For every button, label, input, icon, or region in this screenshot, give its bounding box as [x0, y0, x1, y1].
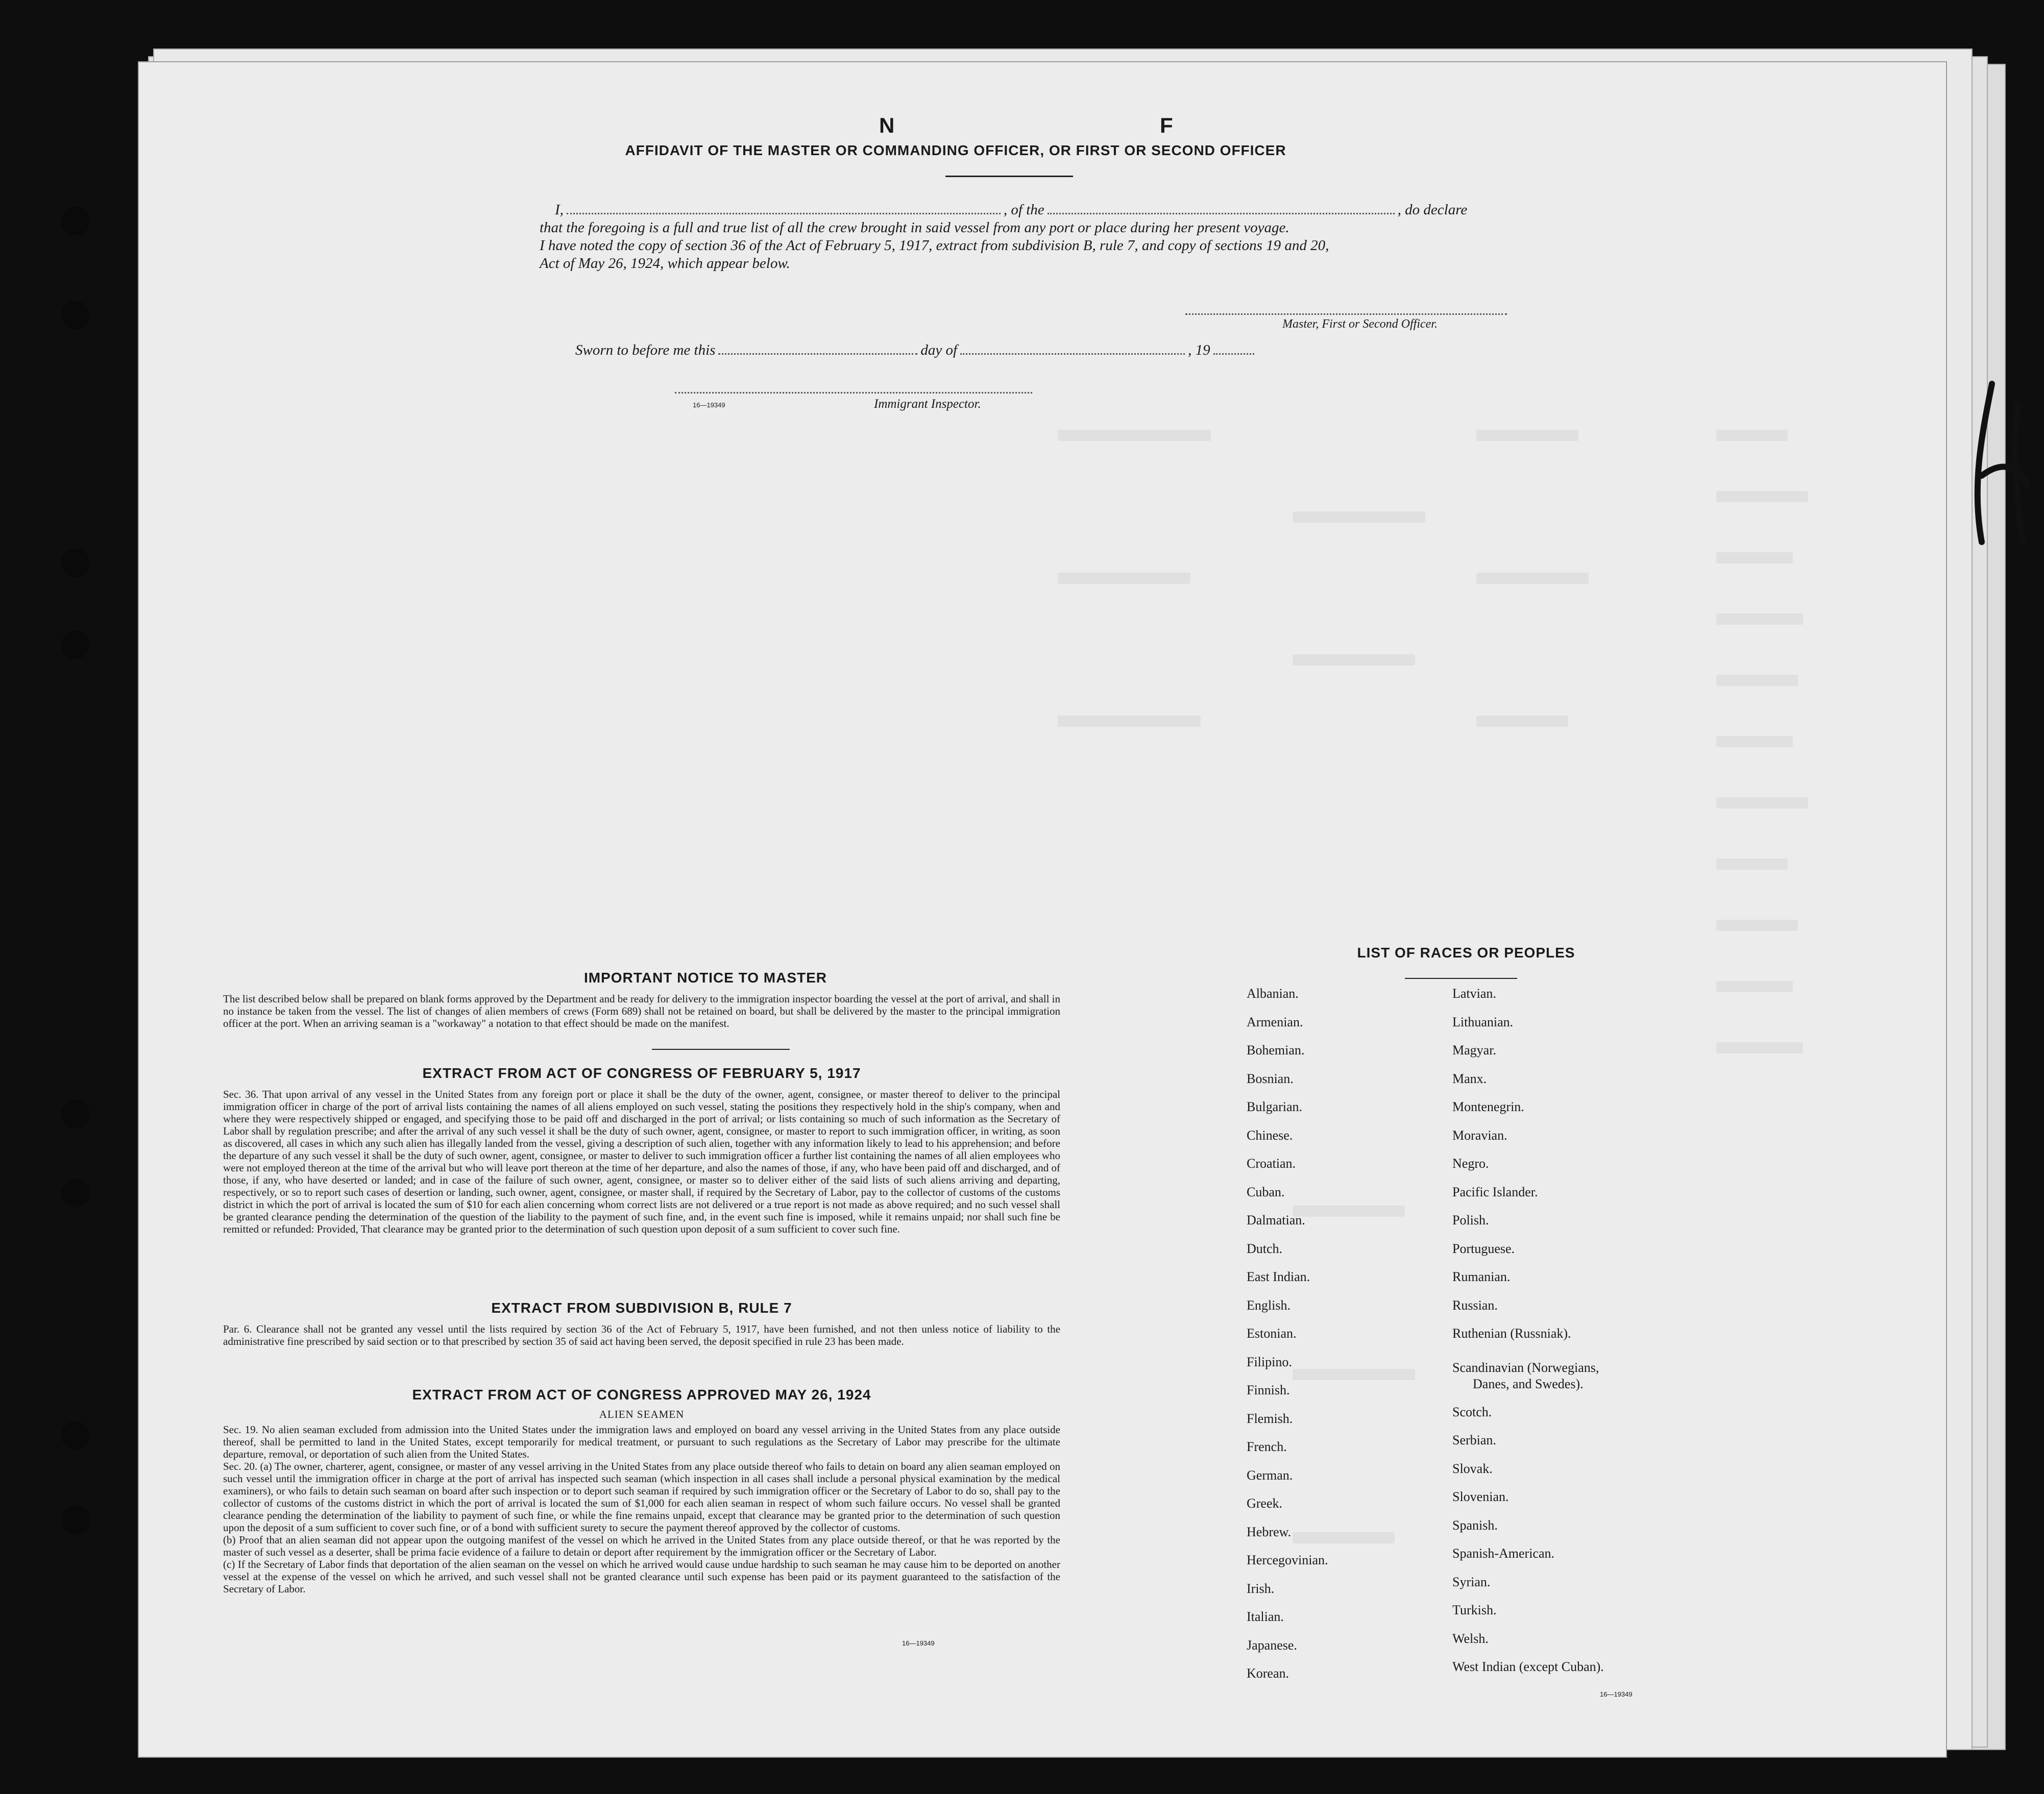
name-field[interactable]: [567, 212, 1001, 214]
race-item: Korean.: [1247, 1666, 1289, 1681]
race-item: Bohemian.: [1247, 1043, 1305, 1058]
affidavit-line-2: that the foregoing is a full and true list of all the crew brought in said vessel from any port or place during her present voyage.: [540, 219, 1289, 236]
punch-hole: [61, 549, 90, 577]
extract-1917-title: [223, 1065, 1060, 1082]
race-item: Spanish.: [1452, 1517, 1498, 1533]
affidavit-of-label: , of the: [1003, 202, 1044, 218]
sworn-prefix: Sworn to before me this: [575, 342, 716, 358]
divider: [652, 1049, 790, 1050]
extract-1924-subtitle: ALIEN SEAMEN: [599, 1408, 685, 1420]
rule7-title-text: EXTRACT FROM SUBDIVISION B, RULE 7: [491, 1300, 792, 1316]
extract-1924-body: [223, 1423, 1060, 1595]
race-item-scandinavian-line-2: Danes, and Swedes).: [1473, 1376, 1584, 1391]
master-signature-line[interactable]: [1185, 313, 1507, 315]
race-item: Chinese.: [1247, 1127, 1293, 1143]
race-item: Finnish.: [1247, 1383, 1290, 1397]
punch-hole: [61, 630, 90, 659]
sec20b-text: (b) Proof that an alien seaman did not appear upon the outgoing manifest of the vessel on which he arrived in the United States from any place outside thereof, or that he was reported by the master of such vessel as a deserter, shall be prima facie evidence of a failure to detain or deport after requirement by the immigration officer or the Secretary of Labor.: [223, 1534, 1060, 1558]
affidavit-line-1: [540, 201, 1510, 219]
race-item: Negro.: [1452, 1156, 1489, 1171]
race-item: Slovenian.: [1452, 1489, 1509, 1504]
race-item: Syrian.: [1452, 1574, 1491, 1589]
races-column-1: [1247, 987, 1400, 1695]
races-column-2: [1452, 987, 1708, 1689]
races-title: LIST OF RACES OR PEOPLES: [1357, 945, 1575, 961]
punch-hole: [61, 207, 90, 235]
race-item: Latvian.: [1452, 986, 1496, 1001]
race-item: Croatian.: [1247, 1156, 1296, 1171]
race-item: Russian.: [1452, 1297, 1498, 1313]
sworn-year-field[interactable]: [1213, 353, 1254, 355]
affidavit-title: AFFIDAVIT OF THE MASTER OR COMMANDING OFFICER, OR FIRST OR SECOND OFFICER: [625, 142, 1286, 158]
race-item: Welsh.: [1452, 1631, 1489, 1646]
race-item: Magyar.: [1452, 1043, 1496, 1058]
race-item: Flemish.: [1247, 1411, 1293, 1426]
race-item: Serbian.: [1452, 1433, 1496, 1447]
race-item: Montenegrin.: [1452, 1099, 1524, 1114]
punch-hole: [61, 301, 90, 330]
race-item: West Indian (except Cuban).: [1452, 1659, 1604, 1674]
affidavit-declare-label: , do declare: [1397, 202, 1468, 218]
extract-1917-text: Sec. 36. That upon arrival of any vessel in the United States from any foreign port or place it shall be the duty of the owner, agent, consignee, or master thereof to deliver to the principal immigration officer in charge of the port of arrival lists containing the names of all aliens employed on such vessel, stating the positions they respectively hold in the ship's company, when and where they were respectively shipped or engaged, and specifying those to be paid off and discharged in the port of arrival; or lists containing so much of such information as the Secretary of Labor shall by regulation prescribe; and after the arrival of any such vessel it shall be the duty of such owner, agent, consignee, or master to report to such immigration officer, in writing, as soon as discovered, all cases in which any such alien has illegally landed from the vessel, giving a description of such alien, together with any information likely to lead to his apprehension; and before the departure of any such vessel it shall be the duty of such owner, agent, consignee, or master to deliver to such immigration officer a further list containing the names of all alien employees who were not employed thereon at the time of the arrival but who will leave port thereon at the time of her departure, and also the names of those, if any, who have been paid off and discharged, and of those, if any, who have deserted or landed; and in case of the failure of such owner, agent, consignee, or master so to deliver either of the said lists of such aliens arriving and departing, respectively, or so to report such cases of desertion or landing, such owner, agent, consignee, or master shall, if required by the Secretary of Labor, pay to the collector of customs of the customs district in which the port of arrival is located the sum of $10 for each alien concerning whom correct lists are not delivered or a true report is not made as above required; and no such vessel shall be granted clearance pending the determination of the question of the liability to the payment of such fine, and, in the event such fine is imposed, while it remains unpaid; nor shall such fine be remitted or refunded: Provided, That clearance may be granted prior to the determination of such question upon deposit of a sum sufficient to cover such fine.: [223, 1088, 1060, 1235]
sworn-day-label: day of: [920, 342, 958, 358]
affidavit-line-3: I have noted the copy of section 36 of the Act of February 5, 1917, extract from subdivision B, rule 7, and copy of sections 19 and 20,: [540, 237, 1329, 254]
rule7-title: [223, 1300, 1060, 1316]
race-item: Dalmatian.: [1247, 1213, 1305, 1227]
race-item: Dutch.: [1247, 1241, 1283, 1256]
race-item: English.: [1247, 1297, 1291, 1313]
race-item: Turkish.: [1452, 1603, 1497, 1617]
extract-1924-title: [223, 1387, 1060, 1403]
sworn-line: [575, 342, 1257, 359]
race-item: Bosnian.: [1247, 1071, 1294, 1086]
race-item: East Indian.: [1247, 1269, 1310, 1284]
race-item: Manx.: [1452, 1071, 1487, 1086]
race-item: German.: [1247, 1467, 1293, 1483]
sec20a-text: Sec. 20. (a) The owner, charterer, agent, consignee, or master of any vessel arriving in the United States from any place outside thereof who fails to detain on board any alien seaman employed on such vessel until the immigration officer in charge at the port of arrival has inspected such seaman (which inspection in all cases shall include a personal physical examination by the medical examiners), or who fails to detain such seaman on board after such inspection or to deport such seaman if required by such immigration officer or the Secretary of Labor to do so, shall pay to the collector of customs of the customs district in which the port of arrival is located the sum of $1,000 for each alien seaman in respect of whom such failure occurs. No vessel shall be granted clearance pending the determination of the liability to payment of such fine, or while the fine remains unpaid, except that clearance may be granted prior to the determination of such question upon the deposit of a sum sufficient to cover such fine, or of a bond with sufficient surety to secure the payment thereof approved by the collector of customs.: [223, 1460, 1060, 1534]
extract-1917-title-text: EXTRACT FROM ACT OF CONGRESS OF FEBRUARY 5, 1917: [422, 1065, 861, 1081]
race-item: Italian.: [1247, 1609, 1284, 1624]
race-item: Ruthenian (Russniak).: [1452, 1326, 1571, 1341]
race-item: Hercegovinian.: [1247, 1553, 1328, 1567]
race-item: French.: [1247, 1439, 1287, 1454]
notice-text: The list described below shall be prepared on blank forms approved by the Department and be ready for delivery to the immigration inspector boarding the vessel at the port of arrival, and shall in no instance be taken from the vessel. The list of changes of alien members of crews (Form 689) shall not be retained on board, but shall be delivered by the master to the principal immigration officer at the port. When an arriving seaman is a "workaway" a notation to that effect should be made on the manifest.: [223, 993, 1060, 1029]
race-item: Pacific Islander.: [1452, 1184, 1538, 1199]
race-item: Portuguese.: [1452, 1241, 1515, 1256]
divider: [945, 176, 1073, 177]
master-signature-label: Master, First or Second Officer.: [1282, 317, 1438, 331]
punch-hole: [61, 1179, 90, 1208]
inspector-signature-line[interactable]: [675, 392, 1032, 394]
sworn-year-label: , 19: [1188, 342, 1210, 358]
race-item: Estonian.: [1247, 1326, 1297, 1341]
affidavit-line-4: Act of May 26, 1924, which appear below.: [540, 255, 790, 272]
race-item: Scotch.: [1452, 1404, 1492, 1419]
inspector-label: Immigrant Inspector.: [874, 397, 981, 411]
extract-1924-title-text: EXTRACT FROM ACT OF CONGRESS APPROVED MAY 26, 1924: [412, 1387, 871, 1403]
sworn-month-field[interactable]: [960, 353, 1185, 355]
race-item: Polish.: [1452, 1213, 1489, 1227]
rule7-text: Par. 6. Clearance shall not be granted any vessel until the lists required by section 36 of the Act of February 5, 1917, have been furnished, and not then unless notice of liability to the administrative fine prescribed by said section or to that prescribed by section 35 of said act having been served, the deposit specified in rule 23 has been made.: [223, 1323, 1060, 1347]
race-item: Spanish-American.: [1452, 1546, 1555, 1561]
race-item-scandinavian-line-1: Scandinavian (Norwegians,: [1452, 1360, 1599, 1375]
race-item: Lithuanian.: [1452, 1014, 1514, 1029]
form-number: 16—19349: [693, 401, 725, 409]
race-item: Bulgarian.: [1247, 1099, 1303, 1114]
race-item: Filipino.: [1247, 1354, 1292, 1369]
punch-hole: [61, 1506, 90, 1534]
affidavit-text: [540, 201, 1510, 273]
race-item: Japanese.: [1247, 1637, 1297, 1653]
form-number: 16—19349: [902, 1639, 935, 1647]
race-item: Slovak.: [1452, 1461, 1493, 1476]
punch-hole: [61, 1421, 90, 1450]
form-number: 16—19349: [1600, 1690, 1633, 1698]
affidavit-i-label: I,: [555, 202, 564, 218]
divider: [1405, 978, 1517, 979]
race-item: Rumanian.: [1452, 1269, 1511, 1284]
header-mark-right: F: [1160, 113, 1174, 137]
punch-hole: [61, 1100, 90, 1128]
race-item: Cuban.: [1247, 1184, 1285, 1199]
race-item: Albanian.: [1247, 986, 1299, 1001]
header-mark-left: N: [879, 113, 895, 137]
form-page: [138, 61, 1947, 1758]
handwritten-mark: [1961, 374, 2038, 557]
sworn-day-field[interactable]: [718, 353, 917, 355]
vessel-field[interactable]: [1048, 212, 1395, 214]
sec19-text: Sec. 19. No alien seaman excluded from admission into the United States under the immigration laws and employed on board any vessel arriving in the United States from any place outside thereof, shall be permitted to land in the United States, except temporarily for medical treatment, or pursuant to such regulations as the Secretary of Labor may prescribe for the ultimate departure, removal, or deportation of such alien from the United States.: [223, 1423, 1060, 1460]
race-item-scandinavian: [1452, 1356, 1708, 1406]
race-item: Irish.: [1247, 1581, 1275, 1596]
race-item: Moravian.: [1452, 1127, 1507, 1143]
race-item: Greek.: [1247, 1496, 1283, 1511]
sec20c-text: (c) If the Secretary of Labor finds that deportation of the alien seaman on the vessel on which he arrived would cause undue hardship to such seaman he may cause him to be deported on another vessel at the expense of the vessel on which he arrived, and such vessel shall not be granted clearance until such expense has been paid or its payment guaranteed to the satisfaction of the Secretary of Labor.: [223, 1558, 1060, 1595]
notice-title: [287, 970, 1124, 986]
notice-title-text: IMPORTANT NOTICE TO MASTER: [583, 970, 828, 986]
race-item: Hebrew.: [1247, 1524, 1292, 1539]
race-item: Armenian.: [1247, 1014, 1303, 1029]
